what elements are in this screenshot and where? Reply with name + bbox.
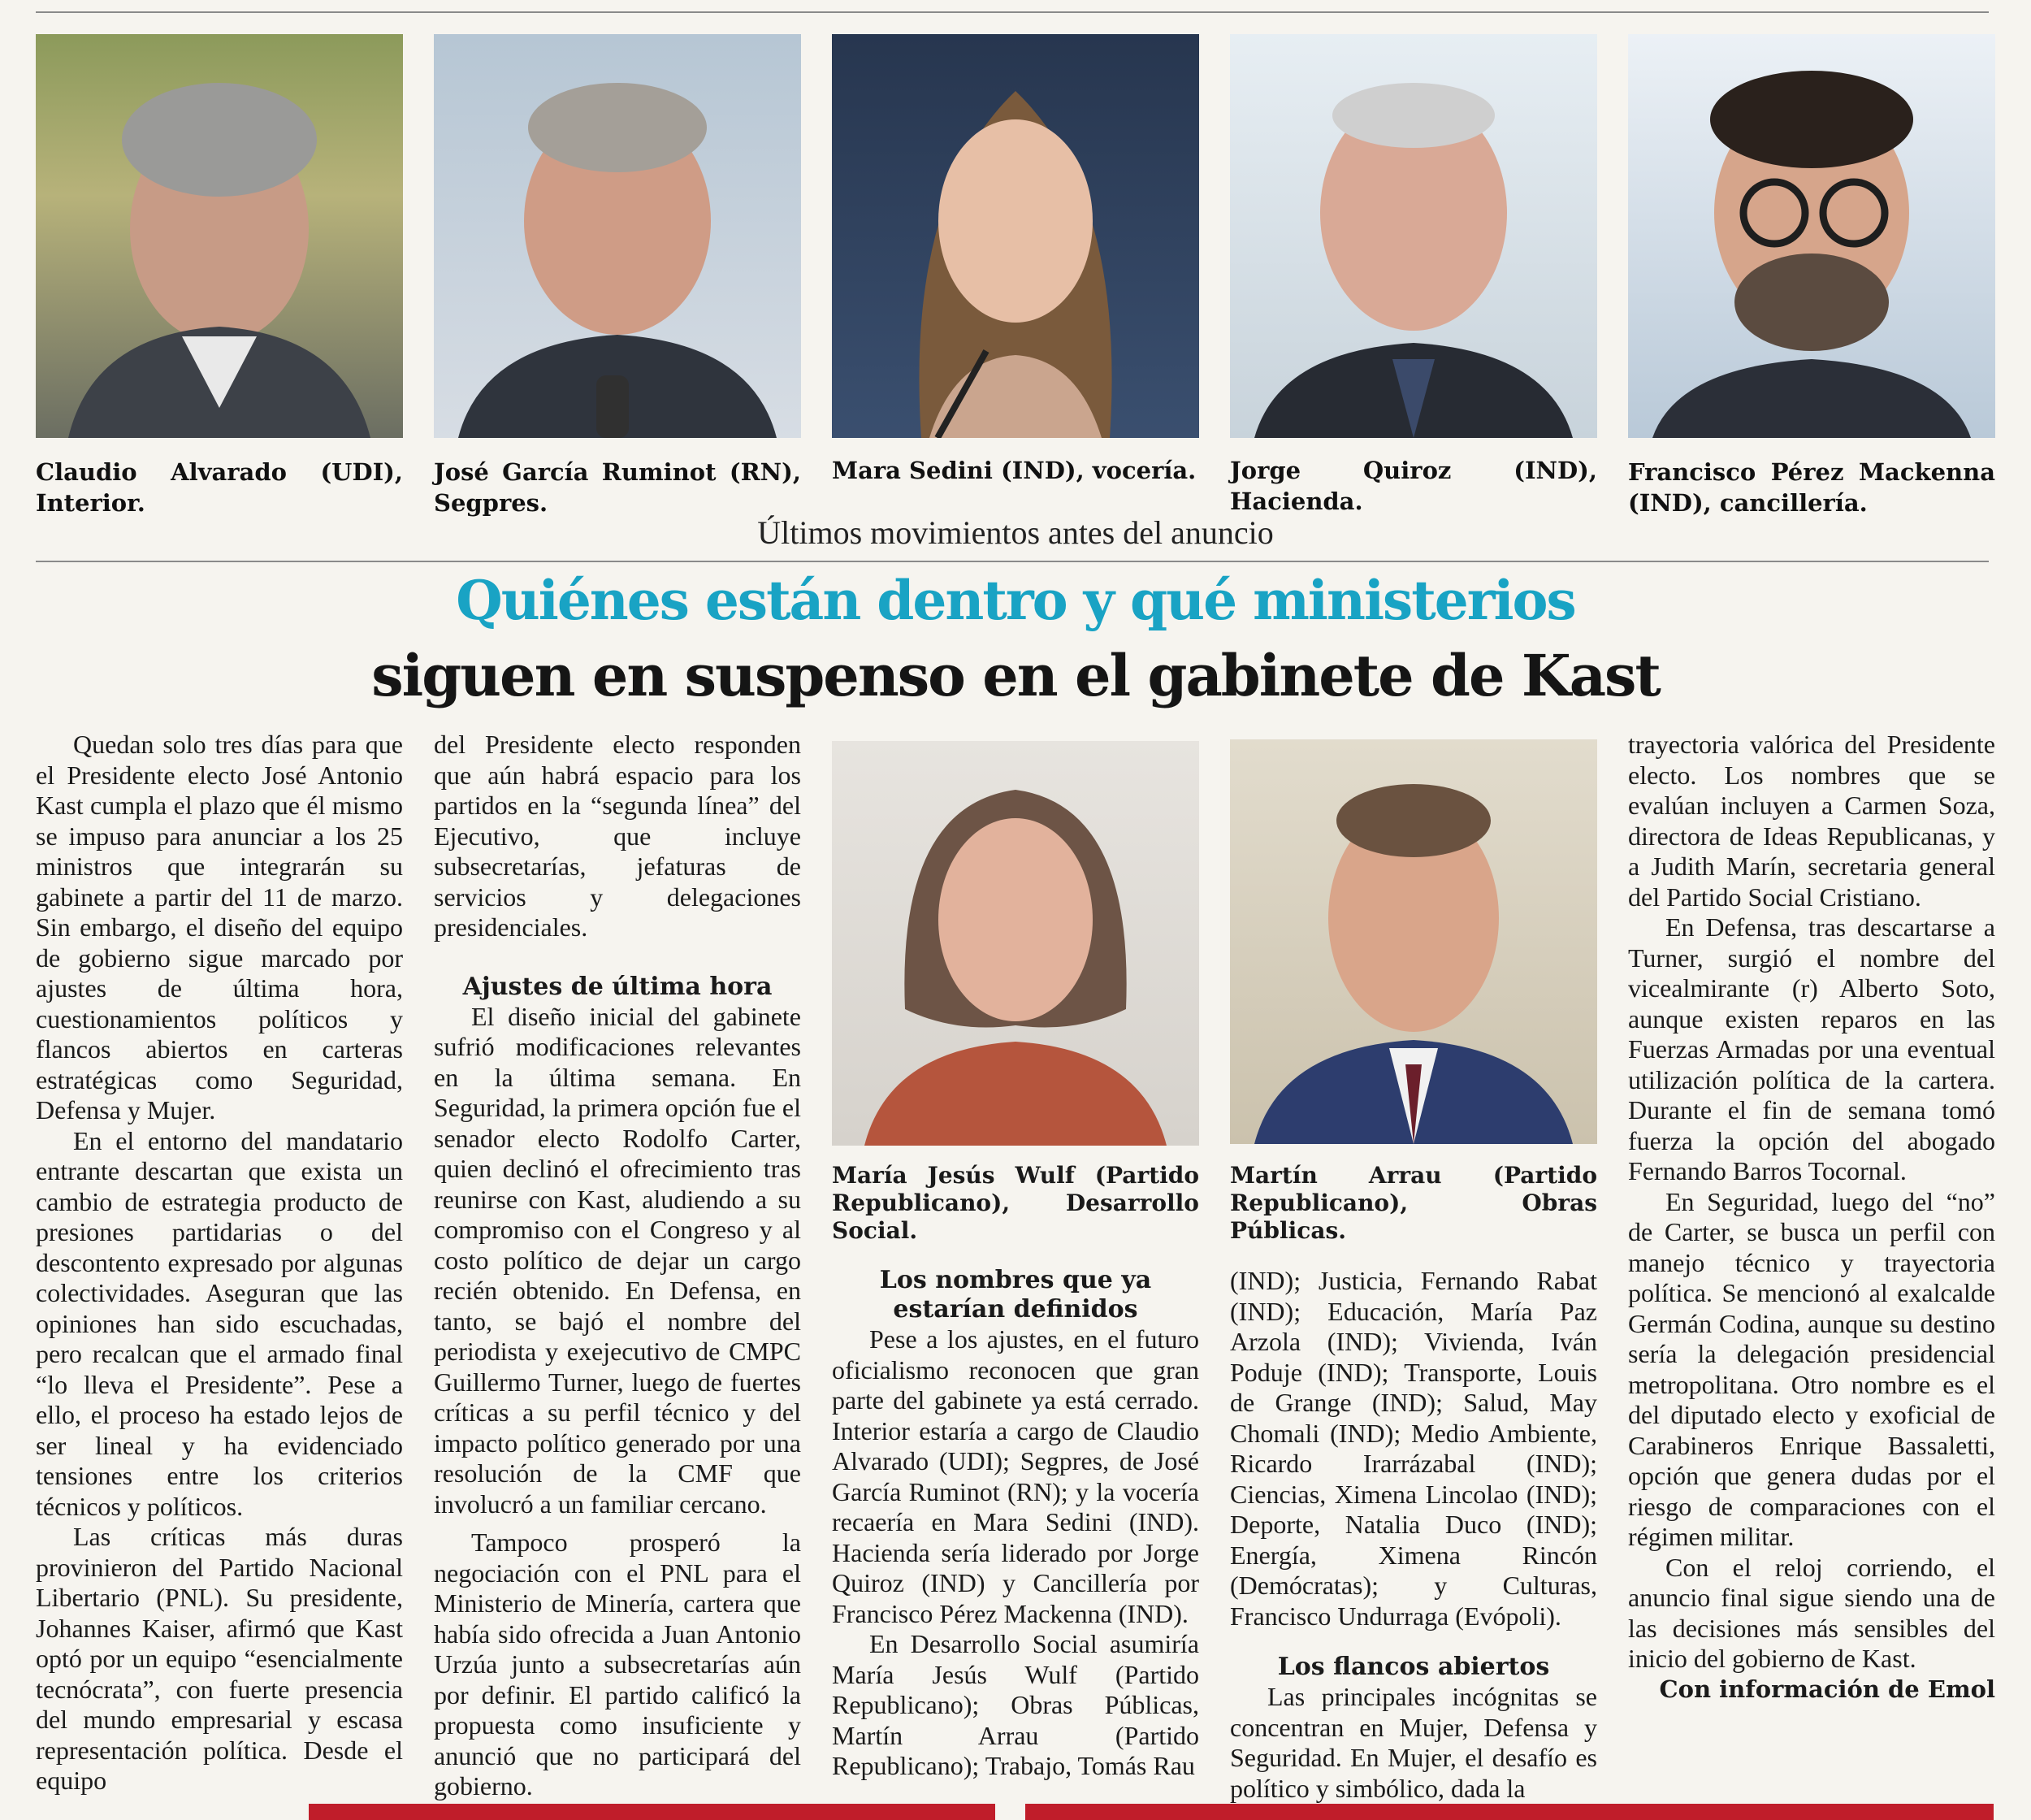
article-column-1 bbox=[36, 730, 403, 1796]
paragraph: En Seguridad, luego del “no” de Carter, se busca un perfil con manejo técnico y trayectoria política. Se mencionó al exalcalde Germán Codina, aunque su destino sería la delegación presidencial metropolitana. Otro nombre es el del diputado electo y exoficial de Carabineros Enrique Bassaletti, opción que genera dudas por el riesgo de comparaciones con el régimen militar. bbox=[1628, 1186, 1995, 1551]
paragraph: Quedan solo tres días para que el Presidente electo José Antonio Kast cumpla el plazo que él mismo se impuso para anunciar a los 25 ministros que integrarán su gabinete a partir del 11 de marzo. Sin embargo, el diseño del equipo de gobierno sigue marcado por ajustes de última hora, cuestionamientos políticos y flancos abiertos en carteras estratégicas como Seguridad, Defensa y Mujer. bbox=[36, 730, 403, 1124]
section-heading: Los nombres que ya estarían definidos bbox=[879, 1266, 1152, 1324]
portrait-photo-icon bbox=[1230, 739, 1597, 1144]
paragraph: Pese a los ajustes, en el futuro oficialismo reconocen que gran parte del gabinete ya está cerrado. Interior estaría a cargo de Claudio Alvarado (UDI); Segpres, de José García Ruminot (RN); y la vocería recaería en Mara Sedini (IND). Hacienda sería liderado por Jorge Quiroz (IND) y Cancillería por Francisco Pérez Mackenna (IND). bbox=[832, 1324, 1199, 1628]
paragraph: En el entorno del mandatario entrante descartan que exista un cambio de estrategia producto de presiones partidarias o del descontento expresado por algunas colectividades. Aseguran que las opiniones han sido escuchadas, pero recalcan que el armado final “lo lleva el Presidente”. Pese a ello, el proceso ha estado lejos de ser lineal y ha evidenciado tensiones entre los criterios técnicos y políticos. bbox=[36, 1125, 403, 1521]
section-heading: Ajustes de última hora bbox=[462, 972, 773, 1001]
photo-jorge-quiroz bbox=[1230, 34, 1597, 438]
portrait-photo-icon bbox=[1230, 34, 1597, 438]
paragraph: del Presidente electo responden que aún habrá espacio para los partidos en la “segunda línea” del Ejecutivo, que incluye subsecretarías, jefaturas de servicios y delegaciones presidenciales. bbox=[434, 730, 801, 942]
next-article-banner-left bbox=[309, 1804, 995, 1820]
paragraph: (IND); Justicia, Fernando Rabat (IND); Educación, María Paz Arzola (IND); Vivienda, Iván Poduje (IND); Transporte, Louis de Grange (IND); Salud, May Chomali (IND); Medio Ambiente, Ricardo Irarrázabal (IND); Ciencias, Ximena Lincolao (IND); Deporte, Natalia Duco (IND); Energía, Ximena Rincón (Demócratas); y Culturas, Francisco Undurraga (Evópoli). bbox=[1230, 1266, 1597, 1631]
paragraph: En Desarrollo Social asumiría María Jesús Wulf (Partido Republicano); Obras Públicas, Martín Arrau (Partido Republicano); Trabajo, Tomás Rau bbox=[832, 1629, 1199, 1780]
caption-claudio-alvarado: Claudio Alvarado (UDI), Interior. bbox=[36, 458, 403, 517]
article-column-3 bbox=[832, 1162, 1199, 1782]
portrait-photo-icon bbox=[434, 34, 801, 438]
caption-martin-arrau: Martín Arrau (Partido Republicano), Obras Públicas. bbox=[1230, 1162, 1597, 1244]
article-credit: Con información de Emol bbox=[1659, 1675, 1995, 1703]
photo-claudio-alvarado bbox=[36, 34, 403, 438]
next-article-banner-right bbox=[1025, 1804, 1994, 1820]
portrait-photo-icon bbox=[832, 34, 1199, 438]
paragraph: trayectoria valórica del Presidente electo. Los nombres que se evalúan incluyen a Carmen Soza, directora de Ideas Republicanas, y a Judith Marín, secretaria general del Partido Social Cristiano. bbox=[1628, 730, 1995, 912]
section-rule bbox=[36, 561, 1989, 562]
portrait-photo-icon bbox=[1628, 34, 1995, 438]
paragraph: Con el reloj corriendo, el anuncio final sigue siendo una de las decisiones más sensibles del inicio del gobierno de Kast. bbox=[1628, 1552, 1995, 1673]
article-kicker: Últimos movimientos antes del anuncio bbox=[757, 514, 1274, 551]
caption-francisco-perez-mackenna: Francisco Pérez Mackenna (IND), cancillería. bbox=[1628, 458, 1995, 517]
caption-jorge-quiroz: Jorge Quiroz (IND), Hacienda. bbox=[1230, 457, 1597, 515]
photo-mara-sedini bbox=[832, 34, 1199, 438]
paragraph: El diseño inicial del gabinete sufrió modificaciones relevantes en la última semana. En Seguridad, la primera opción fue el senador electo Rodolfo Carter, quien declinó el ofrecimiento tras reunirse con Kast, aludiendo a su compromiso con el Congreso y al costo político de dejar un cargo recién obtenido. En Defensa, en tanto, se bajó el nombre del periodista y exejecutivo de CMPC Guillermo Turner, luego de fuertes críticas a su perfil técnico y del impacto político generado por una resolución de la CMF que involucró a un familiar cercano. bbox=[434, 1001, 801, 1519]
portrait-photo-icon bbox=[832, 741, 1199, 1146]
paragraph: Las principales incógnitas se concentran en Mujer, Defensa y Seguridad. En Mujer, el desafío es político y simbólico, dada la bbox=[1230, 1682, 1597, 1803]
caption-maria-jesus-wulf: María Jesús Wulf (Partido Republicano), Desarrollo Social. bbox=[832, 1162, 1199, 1244]
section-heading: Los flancos abiertos bbox=[1277, 1653, 1550, 1681]
portrait-photo-icon bbox=[36, 34, 403, 438]
top-rule bbox=[36, 11, 1989, 13]
paragraph: Las críticas más duras provinieron del Partido Nacional Libertario (PNL). Su presidente, Johannes Kaiser, afirmó que Kast optó por un equipo “esencialmente tecnócrata”, con fuerte presencia del mundo empresarial y escasa representación política. Desde el equipo bbox=[36, 1522, 403, 1795]
paragraph: Tampoco prosperó la negociación con el PNL para el Ministerio de Minería, cartera que había sido ofrecida a Juan Antonio Urzúa junto a subsecretarías aún por definir. El partido calificó la propuesta como insuficiente y anunció que no participará del gobierno. bbox=[434, 1528, 801, 1800]
photo-maria-jesus-wulf bbox=[832, 741, 1199, 1146]
photo-jose-garcia-ruminot bbox=[434, 34, 801, 438]
photo-francisco-perez-mackenna bbox=[1628, 34, 1995, 438]
caption-mara-sedini: Mara Sedini (IND), vocería. bbox=[832, 457, 1197, 484]
caption-jose-garcia-ruminot: José García Ruminot (RN), Segpres. bbox=[434, 458, 801, 517]
paragraph: En Defensa, tras descartarse a Turner, surgió el nombre del vicealmirante (r) Alberto Soto, aunque existen reparos en las Fuerzas Armadas por una eventual utilización política de la cartera. Durante el fin de semana tomó fuerza la opción del abogado Fernando Barros Tocornal. bbox=[1628, 912, 1995, 1185]
article-column-4 bbox=[1230, 1162, 1597, 1804]
headline-line-1: Quiénes están dentro y qué ministerios bbox=[456, 569, 1575, 632]
article-column-2 bbox=[434, 730, 801, 1802]
photo-martin-arrau bbox=[1230, 739, 1597, 1144]
headline-line-2: siguen en suspenso en el gabinete de Kast bbox=[371, 642, 1660, 709]
article-column-5 bbox=[1628, 730, 1995, 1705]
